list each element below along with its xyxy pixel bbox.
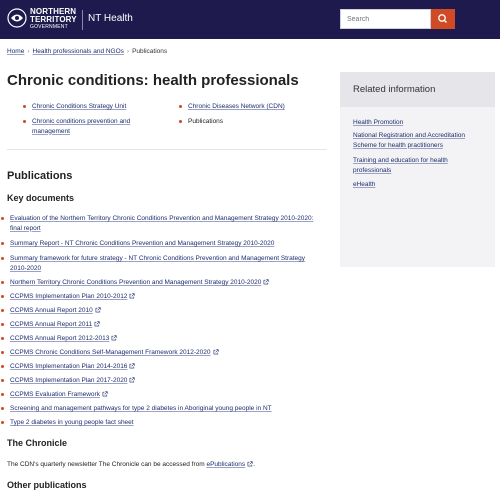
- external-link-icon: [213, 349, 219, 355]
- bullet-icon: [1, 217, 4, 220]
- document-title[interactable]: Evaluation of the Northern Territory Chronic Conditions Prevention and Management Strategy 2010-2020: final report: [10, 215, 314, 232]
- bullet-icon: [1, 393, 4, 396]
- chronicle-text: The CDN's quarterly newsletter The Chronicle can be accessed from: [7, 461, 205, 468]
- document-link[interactable]: [10, 390, 322, 400]
- document-title[interactable]: Screening and management pathways for type 2 diabetes in Aboriginal young people in NT: [10, 405, 272, 412]
- related-link-label[interactable]: Health Promotion: [353, 119, 404, 126]
- other-publications-heading: Other publications: [7, 480, 87, 490]
- related-link-training[interactable]: [353, 156, 483, 175]
- document-link[interactable]: [10, 362, 322, 372]
- chronicle-end: .: [253, 461, 255, 468]
- related-information-panel: [340, 72, 495, 267]
- bullet-icon: [179, 105, 182, 108]
- quick-link-label[interactable]: Chronic Diseases Network (CDN): [188, 103, 285, 110]
- nt-government-logo[interactable]: [7, 6, 79, 33]
- key-documents-heading: Key documents: [7, 193, 75, 203]
- document-link[interactable]: [10, 320, 322, 330]
- document-title[interactable]: CCPMS Annual Report 2011: [10, 321, 93, 328]
- document-link[interactable]: [10, 278, 322, 288]
- bullet-icon: [1, 242, 4, 245]
- logo-line-3: GOVERNMENT: [30, 24, 68, 30]
- chronicle-paragraph: [7, 461, 255, 468]
- document-link[interactable]: [10, 306, 322, 316]
- document-title[interactable]: CCPMS Evaluation Framework: [10, 391, 100, 398]
- related-link-nras[interactable]: [353, 131, 483, 150]
- related-link-label[interactable]: Training and education for health professionals: [353, 157, 448, 174]
- quick-link-cdn[interactable]: [188, 102, 328, 112]
- breadcrumb-home[interactable]: Home: [7, 48, 25, 55]
- document-link[interactable]: [10, 254, 322, 273]
- bullet-icon: [1, 281, 4, 284]
- quick-link-publications[interactable]: [188, 117, 328, 127]
- related-link-ehealth[interactable]: [353, 180, 483, 190]
- document-title[interactable]: Summary Report - NT Chronic Conditions Prevention and Management Strategy 2010-2020: [10, 240, 275, 247]
- document-link[interactable]: [10, 334, 322, 344]
- external-link-icon: [129, 377, 135, 383]
- bullet-icon: [23, 105, 26, 108]
- external-link-icon: [102, 391, 108, 397]
- external-link-icon: [129, 363, 135, 369]
- external-link-icon: [95, 307, 101, 313]
- publications-heading: Publications: [7, 170, 73, 182]
- logo-wordmark: [30, 8, 77, 31]
- epublications-link[interactable]: ePublications: [206, 461, 246, 468]
- header-divider: [82, 10, 83, 30]
- document-link[interactable]: [10, 214, 322, 233]
- related-link-label[interactable]: National Registration and Accreditation Scheme for health practitioners: [353, 132, 466, 149]
- bullet-icon: [1, 323, 4, 326]
- bullet-icon: [1, 257, 4, 260]
- document-title[interactable]: CCPMS Implementation Plan 2014-2016: [10, 363, 128, 370]
- section-divider: [7, 149, 327, 150]
- document-title[interactable]: Summary framework for future strategy - NT Chronic Conditions Prevention and Management Strategy 2010-2020: [10, 255, 306, 272]
- external-link-icon: [263, 279, 269, 285]
- document-title[interactable]: Northern Territory Chronic Conditions Prevention and Management Strategy 2010-2020: [10, 279, 262, 286]
- search-input[interactable]: [340, 9, 431, 29]
- chevron-right-icon: ›: [126, 48, 130, 55]
- nt-logo-icon: [7, 8, 27, 28]
- document-link[interactable]: [10, 376, 322, 386]
- document-link[interactable]: [10, 292, 322, 302]
- related-information-title: Related information: [340, 72, 495, 107]
- breadcrumb-health-professionals[interactable]: Health professionals and NGOs: [32, 48, 124, 55]
- chevron-right-icon: ›: [27, 48, 30, 55]
- search-icon: [431, 9, 455, 29]
- document-link[interactable]: [10, 418, 322, 428]
- document-title[interactable]: CCPMS Annual Report 2010: [10, 307, 93, 314]
- bullet-icon: [1, 407, 4, 410]
- quick-link-label[interactable]: Chronic Conditions Strategy Unit: [32, 103, 127, 110]
- document-title[interactable]: CCPMS Implementation Plan 2017-2020: [10, 377, 128, 384]
- the-chronicle-heading: The Chronicle: [7, 438, 68, 448]
- bullet-icon: [1, 421, 4, 424]
- document-title[interactable]: Type 2 diabetes in young people fact sheet: [10, 419, 134, 426]
- bullet-icon: [1, 351, 4, 354]
- document-title[interactable]: CCPMS Chronic Conditions Self-Management Framework 2012-2020: [10, 349, 211, 356]
- logo-line-2: TERRITORY: [30, 15, 77, 24]
- site-name[interactable]: NT Health: [88, 13, 133, 24]
- quick-link-strategy-unit[interactable]: [32, 102, 162, 112]
- quick-link-prevention-management[interactable]: [32, 117, 152, 136]
- related-link-health-promotion[interactable]: [353, 118, 483, 128]
- document-link[interactable]: [10, 348, 322, 358]
- breadcrumb: [7, 48, 167, 55]
- document-link[interactable]: [10, 404, 322, 414]
- bullet-icon: [1, 379, 4, 382]
- bullet-icon: [179, 120, 182, 123]
- external-link-icon: [94, 321, 100, 327]
- site-header: [0, 0, 500, 39]
- search-button[interactable]: [431, 9, 455, 29]
- document-title[interactable]: CCPMS Implementation Plan 2010-2012: [10, 293, 128, 300]
- bullet-icon: [1, 337, 4, 340]
- bullet-icon: [1, 309, 4, 312]
- external-link-icon: [111, 335, 117, 341]
- bullet-icon: [23, 120, 26, 123]
- logo-line-1: NORTHERN: [30, 7, 77, 16]
- page-title: Chronic conditions: health professionals: [7, 72, 299, 89]
- bullet-icon: [1, 295, 4, 298]
- document-title[interactable]: CCPMS Annual Report 2012-2013: [10, 335, 110, 342]
- document-link[interactable]: [10, 239, 322, 249]
- breadcrumb-current: Publications: [132, 48, 168, 55]
- quick-link-label[interactable]: Chronic conditions prevention and management: [32, 118, 131, 135]
- bullet-icon: [1, 365, 4, 368]
- external-link-icon: [129, 293, 135, 299]
- quick-link-label: Publications: [188, 118, 224, 125]
- related-link-label[interactable]: eHealth: [353, 181, 376, 188]
